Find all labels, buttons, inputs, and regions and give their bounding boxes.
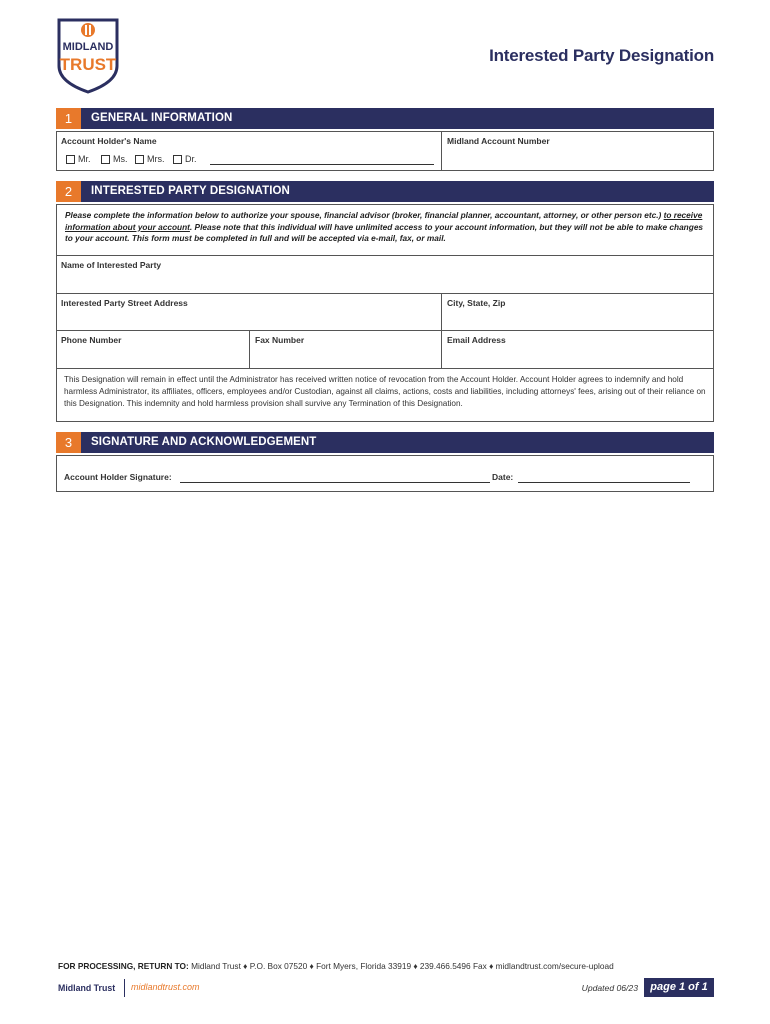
indemnity-text: This Designation will remain in effect until the Administrator has received written notice of revocation from the Account Holder. Account Holder agrees to indemnify and hold harmless Administrator, its affiliates, officers, employees and/or Custodian, against all claims, actions, costs and liabilities, including attorneys' fees, arising out of their reliance on this Designation. This indemnity and hold harmless provision shall survive any Termination of this Designation.	[64, 375, 706, 408]
date-label: Date:	[492, 472, 514, 482]
account-holder-name-label: Account Holder's Name	[61, 136, 157, 146]
page-indicator: page 1 of 1	[644, 978, 714, 997]
divider	[56, 255, 714, 256]
footer-brand: Midland Trust	[58, 983, 116, 993]
logo-text-midland: MIDLAND	[62, 41, 114, 53]
date-field[interactable]	[518, 482, 690, 483]
account-number-label: Midland Account Number	[447, 136, 550, 146]
dr-label: Dr.	[185, 154, 197, 164]
salutation-ms[interactable]	[101, 154, 128, 164]
salutation-mr[interactable]	[66, 154, 91, 164]
ms-checkbox[interactable]	[101, 155, 110, 164]
phone-number-label: Phone Number	[61, 335, 122, 345]
section-2-number: 2	[56, 181, 81, 202]
section-3-title: SIGNATURE AND ACKNOWLEDGEMENT	[91, 436, 317, 448]
dr-checkbox[interactable]	[173, 155, 182, 164]
email-address-label: Email Address	[447, 335, 506, 345]
fax-number-label: Fax Number	[255, 335, 305, 345]
divider	[56, 293, 714, 294]
updated-date: Updated 06/23	[581, 983, 638, 993]
mr-checkbox[interactable]	[66, 155, 75, 164]
phone-number-field[interactable]	[57, 346, 248, 367]
divider	[124, 979, 125, 997]
divider	[56, 330, 714, 331]
mrs-label: Mrs.	[147, 154, 165, 164]
footer-url-link[interactable]: midlandtrust.com	[131, 982, 200, 992]
divider	[56, 368, 714, 369]
interested-party-name-label: Name of Interested Party	[61, 260, 162, 270]
return-address-text: Midland Trust ♦ P.O. Box 07520 ♦ Fort Myers, Florida 33919 ♦ 239.466.5496 Fax ♦ midlandtrust.com/secure-upload	[188, 961, 614, 971]
instructions-part-2: . Please note that this individual will have unlimited access to your account information, but they will not be able to make changes to your account. This form must be completed in full and will be accepted via e-mail, fax, or mail.	[65, 221, 704, 244]
mr-label: Mr.	[78, 154, 91, 164]
section-1-header	[56, 108, 714, 129]
fax-number-field[interactable]	[250, 346, 440, 367]
email-address-field[interactable]	[442, 346, 713, 367]
section-3-header	[56, 432, 714, 453]
salutation-mrs[interactable]	[135, 154, 165, 164]
return-address	[58, 961, 614, 971]
signature-label: Account Holder Signature:	[64, 472, 172, 482]
logo-text-trust: TRUST	[59, 55, 117, 74]
section-1-number: 1	[56, 108, 81, 129]
instructions-part-1: Please complete the information below to authorize your spouse, financial advisor (broker, financial planner, accountant, attorney, or other person etc.)	[65, 210, 664, 220]
street-address-label: Interested Party Street Address	[61, 298, 188, 308]
section-2-header	[56, 181, 714, 202]
midland-trust-logo	[55, 14, 121, 94]
city-state-zip-field[interactable]	[442, 309, 713, 329]
signature-field[interactable]	[180, 482, 490, 483]
ms-label: Ms.	[113, 154, 128, 164]
account-number-field[interactable]	[442, 148, 712, 169]
salutation-dr[interactable]	[173, 154, 197, 164]
instructions-text	[65, 210, 710, 245]
section-3-number: 3	[56, 432, 81, 453]
return-label: FOR PROCESSING, RETURN TO:	[58, 961, 189, 971]
instructions-underlined: to receive information about your account	[65, 210, 703, 232]
mrs-checkbox[interactable]	[135, 155, 144, 164]
account-holder-name-input[interactable]	[210, 164, 434, 165]
interested-party-name-field[interactable]	[57, 272, 713, 293]
city-state-zip-label: City, State, Zip	[447, 298, 506, 308]
section-2-title: INTERESTED PARTY DESIGNATION	[91, 185, 290, 197]
form-title: Interested Party Designation	[489, 46, 714, 65]
section-1-title: GENERAL INFORMATION	[91, 112, 233, 124]
street-address-field[interactable]	[57, 309, 440, 329]
